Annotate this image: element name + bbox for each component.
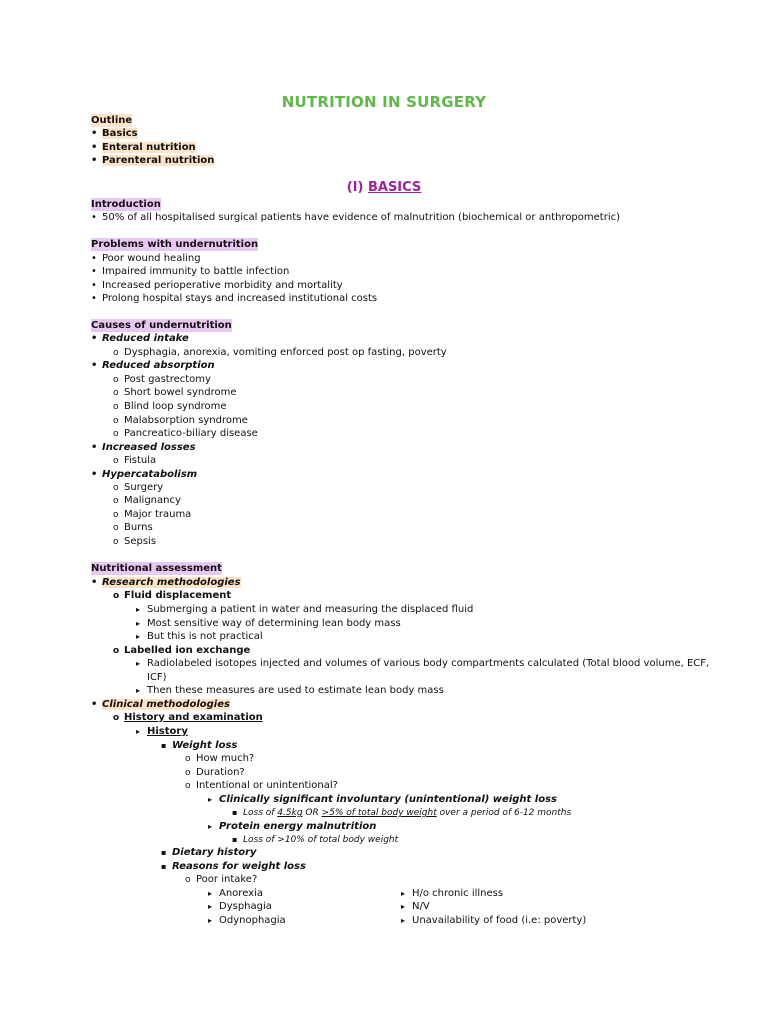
list-item: oPost gastrectomy [113, 373, 211, 387]
page-title: NUTRITION IN SURGERY [281, 93, 487, 111]
intro-text: •50% of all hospitalised surgical patients have evidence of malnutrition (biochemical or anthropometric) [91, 211, 620, 224]
list-item: oHistory and examination [113, 711, 263, 725]
list-item: •Hypercatabolism [91, 468, 197, 481]
outline-item: •Basics [91, 127, 138, 140]
list-item: ▸Clinically significant involuntary (unintentional) weight loss [208, 793, 557, 806]
list-item-continuation: ICF) [147, 672, 167, 683]
list-item: ▸Submerging a patient in water and measuring the displaced fluid [136, 603, 473, 616]
list-item: ▸H/o chronic illness [401, 887, 503, 900]
list-item: •Poor wound healing [91, 252, 201, 265]
causes-heading: Causes of undernutrition [91, 320, 232, 331]
list-item: •Clinical methodologies [91, 698, 230, 711]
list-item: oLabelled ion exchange [113, 644, 250, 658]
section-heading: (I) BASICS [346, 180, 422, 195]
list-item: ▸History [136, 725, 188, 738]
list-item: oHow much? [185, 752, 254, 766]
outline-item: •Parenteral nutrition [91, 154, 214, 167]
list-item: oFistula [113, 454, 156, 468]
list-item: oMajor trauma [113, 508, 191, 522]
list-item: ▪Dietary history [161, 846, 257, 859]
list-item: ▪Reasons for weight loss [161, 860, 306, 873]
list-item: oIntentional or unintentional? [185, 779, 338, 793]
list-item: oDuration? [185, 766, 245, 780]
list-item: ▸But this is not practical [136, 630, 263, 643]
list-item: ▸N/V [401, 900, 430, 913]
list-item: oBlind loop syndrome [113, 400, 227, 414]
list-item: •Increased perioperative morbidity and mortality [91, 279, 343, 292]
list-item: oShort bowel syndrome [113, 386, 237, 400]
list-item: oMalabsorption syndrome [113, 414, 248, 428]
list-item: ▪Weight loss [161, 739, 237, 752]
list-item: oSurgery [113, 481, 163, 495]
list-item: ▸Most sensitive way of determining lean body mass [136, 617, 401, 630]
list-item: ▸Radiolabeled isotopes injected and volumes of various body compartments calculated (Total blood volume, ECF, [136, 657, 709, 670]
list-item: oMalignancy [113, 494, 181, 508]
list-item: ▪Loss of 4.5kg OR >5% of total body weight over a period of 6-12 months [232, 806, 571, 820]
intro-heading: Introduction [91, 199, 161, 210]
list-item: ▸Then these measures are used to estimate lean body mass [136, 684, 444, 697]
list-item: ▸Unavailability of food (i.e: poverty) [401, 914, 586, 927]
list-item: •Reduced absorption [91, 359, 215, 372]
list-item: ▪Loss of >10% of total body weight [232, 833, 398, 847]
list-item: oPoor intake? [185, 873, 257, 887]
assessment-heading: Nutritional assessment [91, 563, 222, 574]
list-item: oFluid displacement [113, 589, 231, 603]
list-item: •Prolong hospital stays and increased institutional costs [91, 292, 377, 305]
list-item: •Reduced intake [91, 332, 189, 345]
list-item: ▸Protein energy malnutrition [208, 820, 376, 833]
list-item: oSepsis [113, 535, 156, 549]
outline-heading: Outline [91, 115, 133, 126]
list-item: •Impaired immunity to battle infection [91, 265, 289, 278]
list-item: ▸Anorexia [208, 887, 263, 900]
list-item: ▸Odynophagia [208, 914, 286, 927]
outline-item: •Enteral nutrition [91, 141, 196, 154]
list-item: oPancreatico-biliary disease [113, 427, 258, 441]
list-item: oDysphagia, anorexia, vomiting enforced post op fasting, poverty [113, 346, 447, 360]
problems-heading: Problems with undernutrition [91, 239, 259, 250]
list-item: ▸Dysphagia [208, 900, 272, 913]
list-item: •Increased losses [91, 441, 196, 454]
list-item: oBurns [113, 521, 153, 535]
list-item: •Research methodologies [91, 576, 241, 589]
